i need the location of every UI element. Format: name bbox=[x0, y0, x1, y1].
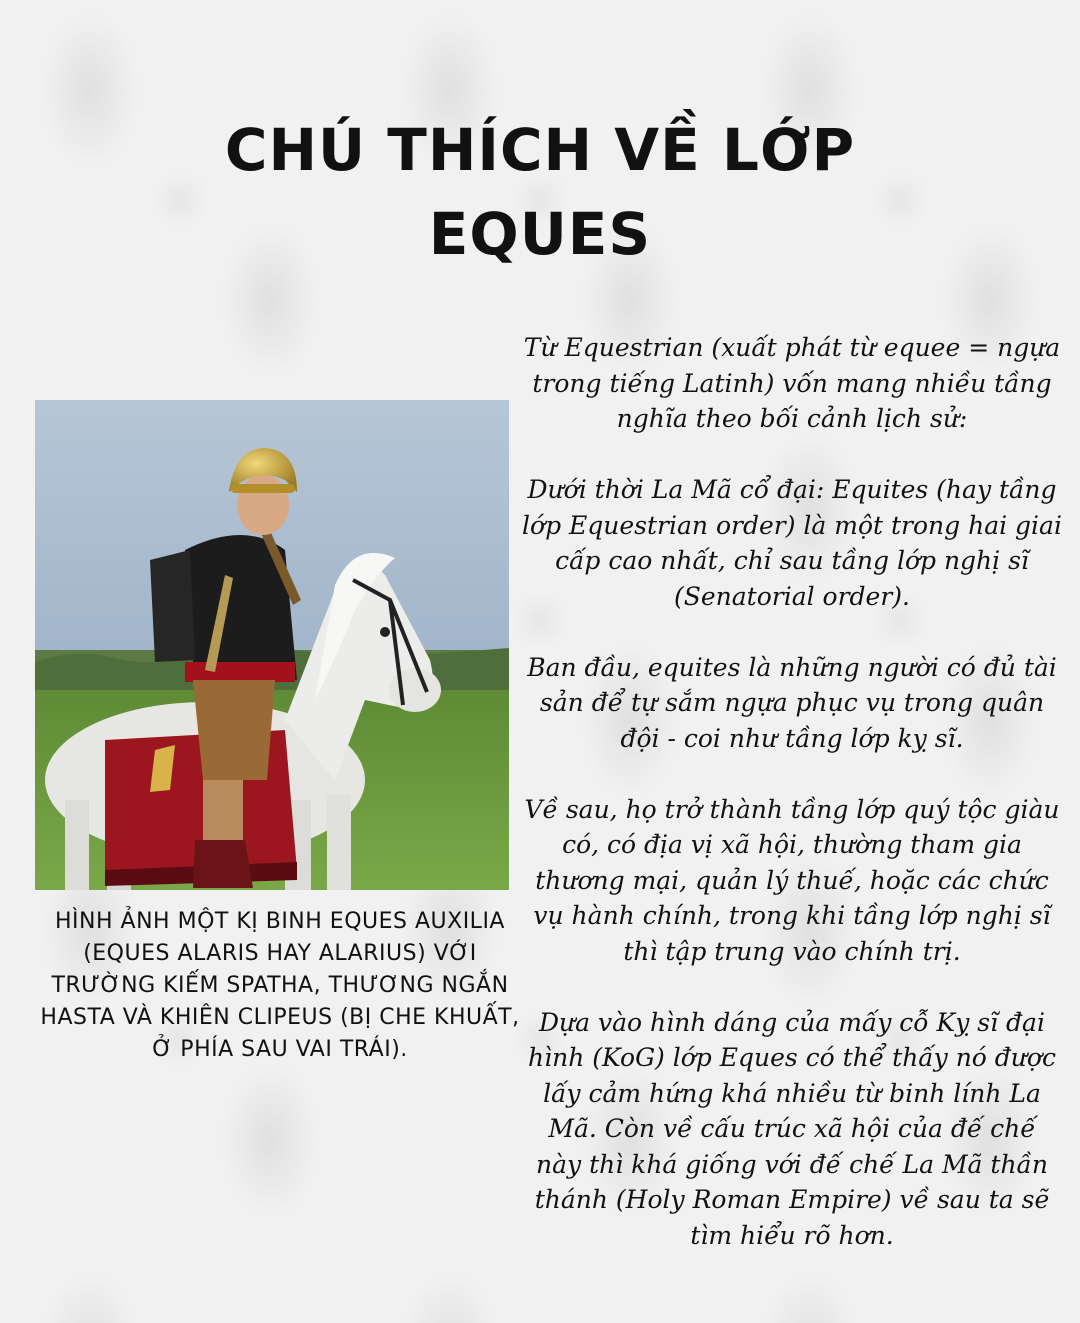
photo-caption: HÌNH ẢNH MỘT KỊ BINH EQUES AUXILIA (EQUES ALARIS HAY ALARIUS) VỚI TRƯỜNG KIẾM SPATHA, THƯƠNG NGẮN HASTA VÀ KHIÊN CLIPEUS (BỊ CHE KHUẤT, Ở PHÍA SAU VAI TRÁI). bbox=[40, 909, 520, 1062]
paragraph-ancient-rome: Dưới thời La Mã cổ đại: Equites (hay tầng lớp Equestrian order) là một trong hai giai cấp cao nhất, chỉ sau tầng lớp nghị sĩ (Senatorial order). bbox=[522, 475, 1062, 611]
article-body bbox=[522, 330, 1062, 1253]
paragraph-equestrian-meaning: Từ Equestrian (xuất phát từ equee = ngựa trong tiếng Latinh) vốn mang nhiều tầng nghĩa theo bối cảnh lịch sử: bbox=[523, 333, 1061, 433]
cavalryman-photo bbox=[35, 400, 509, 890]
paragraph-kog-eques: Dựa vào hình dáng của mấy cỗ Kỵ sĩ đại hình (KoG) lớp Eques có thể thấy nó được lấy cảm hứng khá nhiều từ binh lính La Mã. Còn về cấu trúc xã hội của đế chế này thì khá giống với đế chế La Mã thần thánh (Holy Roman Empire) về sau ta sẽ tìm hiểu rõ hơn. bbox=[528, 1007, 1056, 1250]
paragraph-later-period: Về sau, họ trở thành tầng lớp quý tộc giàu có, có địa vị xã hội, thường tham gia thương mại, quản lý thuế, hoặc các chức vụ hành chính, trong khi tầng lớp nghị sĩ thì tập trung vào chính trị. bbox=[524, 794, 1060, 966]
paragraph-origin: Ban đầu, equites là những người có đủ tài sản để tự sắm ngựa phục vụ trong quân đội - coi như tầng lớp kỵ sĩ. bbox=[527, 652, 1057, 753]
page-title: CHÚ THÍCH VỀ LỚP EQUES bbox=[224, 116, 856, 268]
